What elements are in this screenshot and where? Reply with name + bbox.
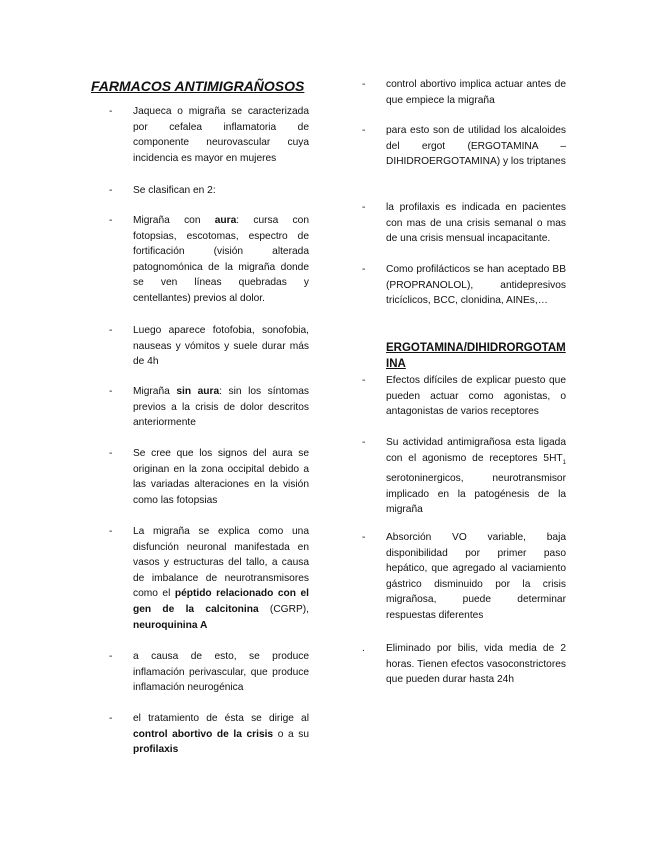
bullet: - <box>109 448 113 459</box>
bullet: - <box>109 526 113 537</box>
item-text: para esto son de utilidad los alcaloides del ergot (ERGOTAMINA – DIHIDROERGOTAMINA) y los triptanes <box>386 125 566 168</box>
item-text: Migraña sin aura: sin los síntomas previos a la crisis de dolor descritos anteriormente <box>133 386 310 429</box>
list-item <box>362 530 566 624</box>
section-subtitle: ERGOTAMINA/DIHIDRORGOTAMINA <box>386 342 566 370</box>
bullet: - <box>362 437 366 448</box>
list-item <box>109 649 309 696</box>
list-item <box>109 711 309 758</box>
list-item <box>109 446 309 508</box>
bullet: - <box>362 375 366 386</box>
item-text: Luego aparece fotofobia, sonofobia, nauseas y vómitos y suele durar más de 4h <box>133 325 309 368</box>
list-item <box>362 641 566 688</box>
item-text: control abortivo implica actuar antes de que empiece la migraña <box>386 79 566 106</box>
list-item <box>362 77 566 108</box>
list-item <box>109 104 309 166</box>
bullet: - <box>362 532 366 543</box>
bullet: - <box>362 125 366 136</box>
list-item <box>362 123 566 170</box>
item-text: Efectos difíciles de explicar puesto que pueden actuar como agonistas, o antagonistas de varios receptores <box>386 375 566 418</box>
bullet: - <box>109 651 113 662</box>
item-text: a causa de esto, se produce inflamación perivascular, que produce inflamación neurogénica <box>133 651 309 694</box>
item-text: Migraña con aura: cursa con fotopsias, escotomas, espectro de fortificación (visión alterada patognomónica de la migraña donde se ven líneas quebradas y centellantes) previos al dolor. <box>133 215 309 304</box>
bullet: - <box>362 79 366 90</box>
list-item <box>362 373 566 420</box>
page-title: FARMACOS ANTIMIGRAÑOSOS <box>91 78 305 94</box>
bullet: - <box>362 202 366 213</box>
bullet: - <box>109 386 113 397</box>
bullet: - <box>109 215 113 226</box>
list-item <box>109 384 309 431</box>
item-text: la profilaxis es indicada en pacientes con mas de una crisis semanal o mas de una crisis mensual incapacitante. <box>386 202 566 245</box>
list-item <box>109 524 309 633</box>
bullet: - <box>362 264 366 275</box>
bullet: - <box>109 106 113 117</box>
item-text: Jaqueca o migraña se caracterizada por cefalea inflamatoria de componente neurovascular cuya incidencia es mayor en mujeres <box>133 106 309 164</box>
item-text: Se cree que los signos del aura se originan en la zona occipital debido a las variadas alteraciones en la visión como las fotopsias <box>133 448 309 506</box>
item-text: La migraña se explica como una disfunción neuronal manifestada en vasos y estructuras del tallo, a causa de imbalance de neurotransmisores como el péptido relacionado con el gen de la calcitonina (CGRP), neuroquinina A <box>133 526 309 631</box>
bullet: . <box>362 643 365 654</box>
item-text: Su actividad antimigrañosa esta ligada con el agonismo de receptores $5HT_1$ serotoninergicos, neurotransmisor implicado en la patogénesis de la migraña <box>386 437 566 516</box>
list-item <box>109 323 309 370</box>
list-item <box>109 213 309 307</box>
bullet: - <box>109 325 113 336</box>
bullet: - <box>109 713 113 724</box>
list-item <box>362 435 566 518</box>
bullet: - <box>109 185 113 196</box>
list-item <box>362 262 566 309</box>
item-text: el tratamiento de ésta se dirige al control abortivo de la crisis o a su profilaxis <box>133 713 309 756</box>
item-text: Eliminado por bilis, vida media de 2 horas. Tienen efectos vasoconstrictores que pueden durar hasta 24h <box>386 643 566 686</box>
item-text: Como profilácticos se han aceptado BB (PROPRANOLOL), antidepresivos tricíclicos, BCC, clonidina, AINEs,… <box>386 264 566 307</box>
list-item <box>109 183 309 199</box>
item-text: Absorción VO variable, baja disponibilidad por primer paso hepático, que agregado al vaciamiento gástrico disminuido por la crisis migrañosa, puede determinar respuestas diferentes <box>386 532 566 621</box>
list-item <box>362 200 566 247</box>
item-text: Se clasifican en 2: <box>133 185 216 196</box>
